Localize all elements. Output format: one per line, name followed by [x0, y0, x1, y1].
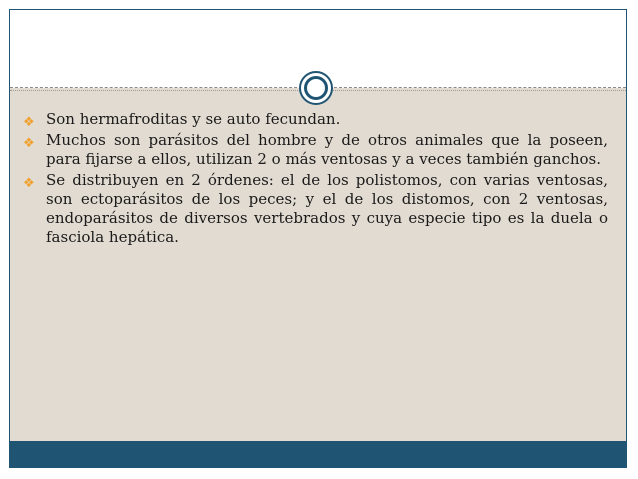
footer-bar — [10, 441, 626, 467]
diamond-bullet-icon: ❖ — [23, 136, 35, 151]
list-item — [20, 110, 608, 129]
bullet-text: Se distribuyen en 2 órdenes: el de los polistomos, con varias ventosas, son ectoparásitos de los peces; y el de los distomos, con 2 ventosas, endoparásitos de diversos vertebrados y cuya especie tipo es la duela o fasciola hepática. — [46, 171, 608, 246]
bullet-text: Son hermafroditas y se auto fecundan. — [46, 110, 341, 128]
circle-ornament-icon — [299, 71, 333, 105]
slide — [9, 9, 627, 468]
bullet-text: Muchos son parásitos del hombre y de otros animales que la poseen, para fijarse a ellos, utilizan 2 o más ventosas y a veces también ganchos. — [46, 131, 608, 168]
list-item — [20, 171, 608, 247]
diamond-bullet-icon: ❖ — [23, 115, 35, 130]
diamond-bullet-icon: ❖ — [23, 176, 35, 191]
list-item — [20, 131, 608, 169]
bullet-list — [20, 110, 608, 249]
